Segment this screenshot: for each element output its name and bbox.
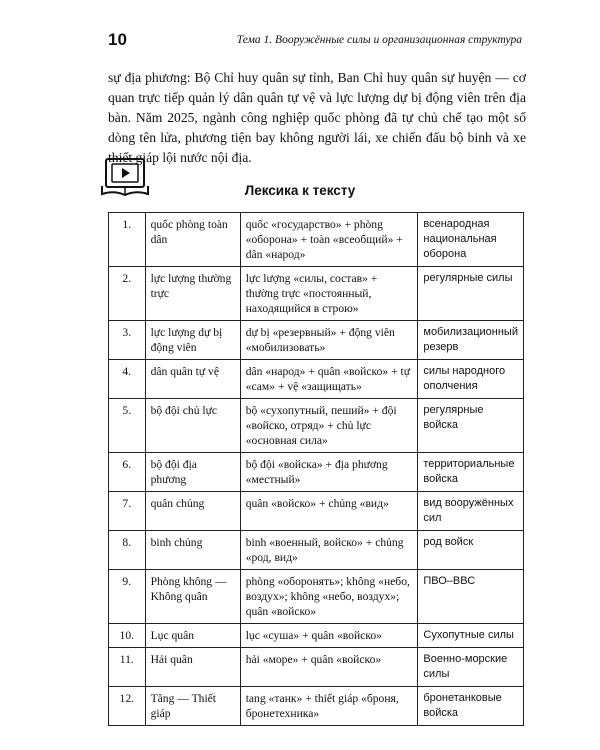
- running-title: Тема 1. Вооружённые силы и организационная структура: [236, 34, 522, 46]
- body-line: bàn. Năm 2025, ngành công nghiệp quốc phòng đã tự chủ chế tạo một số: [108, 110, 526, 125]
- row-number: 3.: [109, 321, 146, 360]
- table-row: [109, 624, 524, 648]
- row-number: 9.: [109, 570, 146, 624]
- body-paragraph: [108, 68, 526, 168]
- table-row: [109, 213, 524, 267]
- row-number: 10.: [109, 624, 146, 648]
- body-line: thiết giáp lội nước nội địa.: [108, 150, 252, 165]
- vietnamese-term: Phòng không — Không quân: [145, 570, 240, 624]
- vietnamese-term: Hải quân: [145, 648, 240, 687]
- table-row: [109, 687, 524, 726]
- row-number: 5.: [109, 399, 146, 453]
- russian-meaning: Военно-морские силы: [418, 648, 524, 687]
- russian-meaning: вид вооружённых сил: [418, 492, 524, 531]
- vietnamese-term: quân chủng: [145, 492, 240, 531]
- russian-meaning: мобилизационный резерв: [418, 321, 524, 360]
- vietnamese-term: bộ đội địa phương: [145, 453, 240, 492]
- vocabulary-table: [108, 212, 524, 726]
- body-line: sự địa phương: Bộ Chỉ huy quân sự tỉnh, Ban Chỉ huy quân sự huyện — cơ: [108, 70, 526, 85]
- term-components: bộ đội «войска» + địa phương «местный»: [240, 453, 418, 492]
- term-components: hải «море» + quân «войско»: [240, 648, 418, 687]
- russian-meaning: Сухопутные силы: [418, 624, 524, 648]
- vietnamese-term: dân quân tự vệ: [145, 360, 240, 399]
- term-components: phòng «оборонять»; không «небо, воздух»; không «небо, воздух»; quân «войско»: [240, 570, 418, 624]
- page-number: 10: [108, 30, 127, 49]
- term-components: tang «танк» + thiết giáp «броня, бронетехника»: [240, 687, 418, 726]
- term-components: quân «войско» + chủng «вид»: [240, 492, 418, 531]
- vietnamese-term: quốc phòng toàn dân: [145, 213, 240, 267]
- russian-meaning: ПВО–ВВС: [418, 570, 524, 624]
- table-row: [109, 321, 524, 360]
- russian-meaning: силы народного ополчения: [418, 360, 524, 399]
- table-row: [109, 648, 524, 687]
- table-row: [109, 531, 524, 570]
- row-number: 1.: [109, 213, 146, 267]
- russian-meaning: регулярные силы: [418, 267, 524, 321]
- table-row: [109, 360, 524, 399]
- term-components: lực lượng «силы, состав» + thường trực «постоянный, находящийся в строю»: [240, 267, 418, 321]
- vietnamese-term: Tăng — Thiết giáp: [145, 687, 240, 726]
- row-number: 12.: [109, 687, 146, 726]
- table-row: [109, 267, 524, 321]
- row-number: 8.: [109, 531, 146, 570]
- term-components: quốc «государство» + phòng «оборона» + toàn «всеобщий» + dân «народ»: [240, 213, 418, 267]
- vietnamese-term: lực lượng thường trực: [145, 267, 240, 321]
- row-number: 7.: [109, 492, 146, 531]
- row-number: 6.: [109, 453, 146, 492]
- term-components: bộ «сухопутный, пеший» + đội «войско, отряд» + chủ lực «основная сила»: [240, 399, 418, 453]
- russian-meaning: всенародная национальная оборона: [418, 213, 524, 267]
- row-number: 2.: [109, 267, 146, 321]
- term-components: lục «суша» + quân «войско»: [240, 624, 418, 648]
- term-components: dân «народ» + quân «войско» + tự «сам» + vệ «защищать»: [240, 360, 418, 399]
- row-number: 11.: [109, 648, 146, 687]
- section-title: Лексика к тексту: [244, 183, 356, 198]
- body-line: quan trực tiếp quản lý dân quân tự vệ và lực lượng dự bị động viên trên địa: [108, 90, 526, 105]
- term-components: binh «военный, войско» + chủng «род, вид»: [240, 531, 418, 570]
- russian-meaning: род войск: [418, 531, 524, 570]
- table-row: [109, 492, 524, 531]
- table-row: [109, 399, 524, 453]
- table-row: [109, 570, 524, 624]
- russian-meaning: бронетанковые войска: [418, 687, 524, 726]
- vietnamese-term: Lục quân: [145, 624, 240, 648]
- body-line: dòng tên lửa, phương tiện bay không người lái, xe chiến đấu bộ binh và xe: [108, 130, 526, 145]
- term-components: dự bị «резервный» + động viên «мобилизовать»: [240, 321, 418, 360]
- russian-meaning: территориальные войска: [418, 453, 524, 492]
- russian-meaning: регулярные войска: [418, 399, 524, 453]
- row-number: 4.: [109, 360, 146, 399]
- page-header: [108, 30, 522, 52]
- vietnamese-term: bộ đội chủ lực: [145, 399, 240, 453]
- vietnamese-term: lực lượng dự bị động viên: [145, 321, 240, 360]
- vietnamese-term: binh chủng: [145, 531, 240, 570]
- table-row: [109, 453, 524, 492]
